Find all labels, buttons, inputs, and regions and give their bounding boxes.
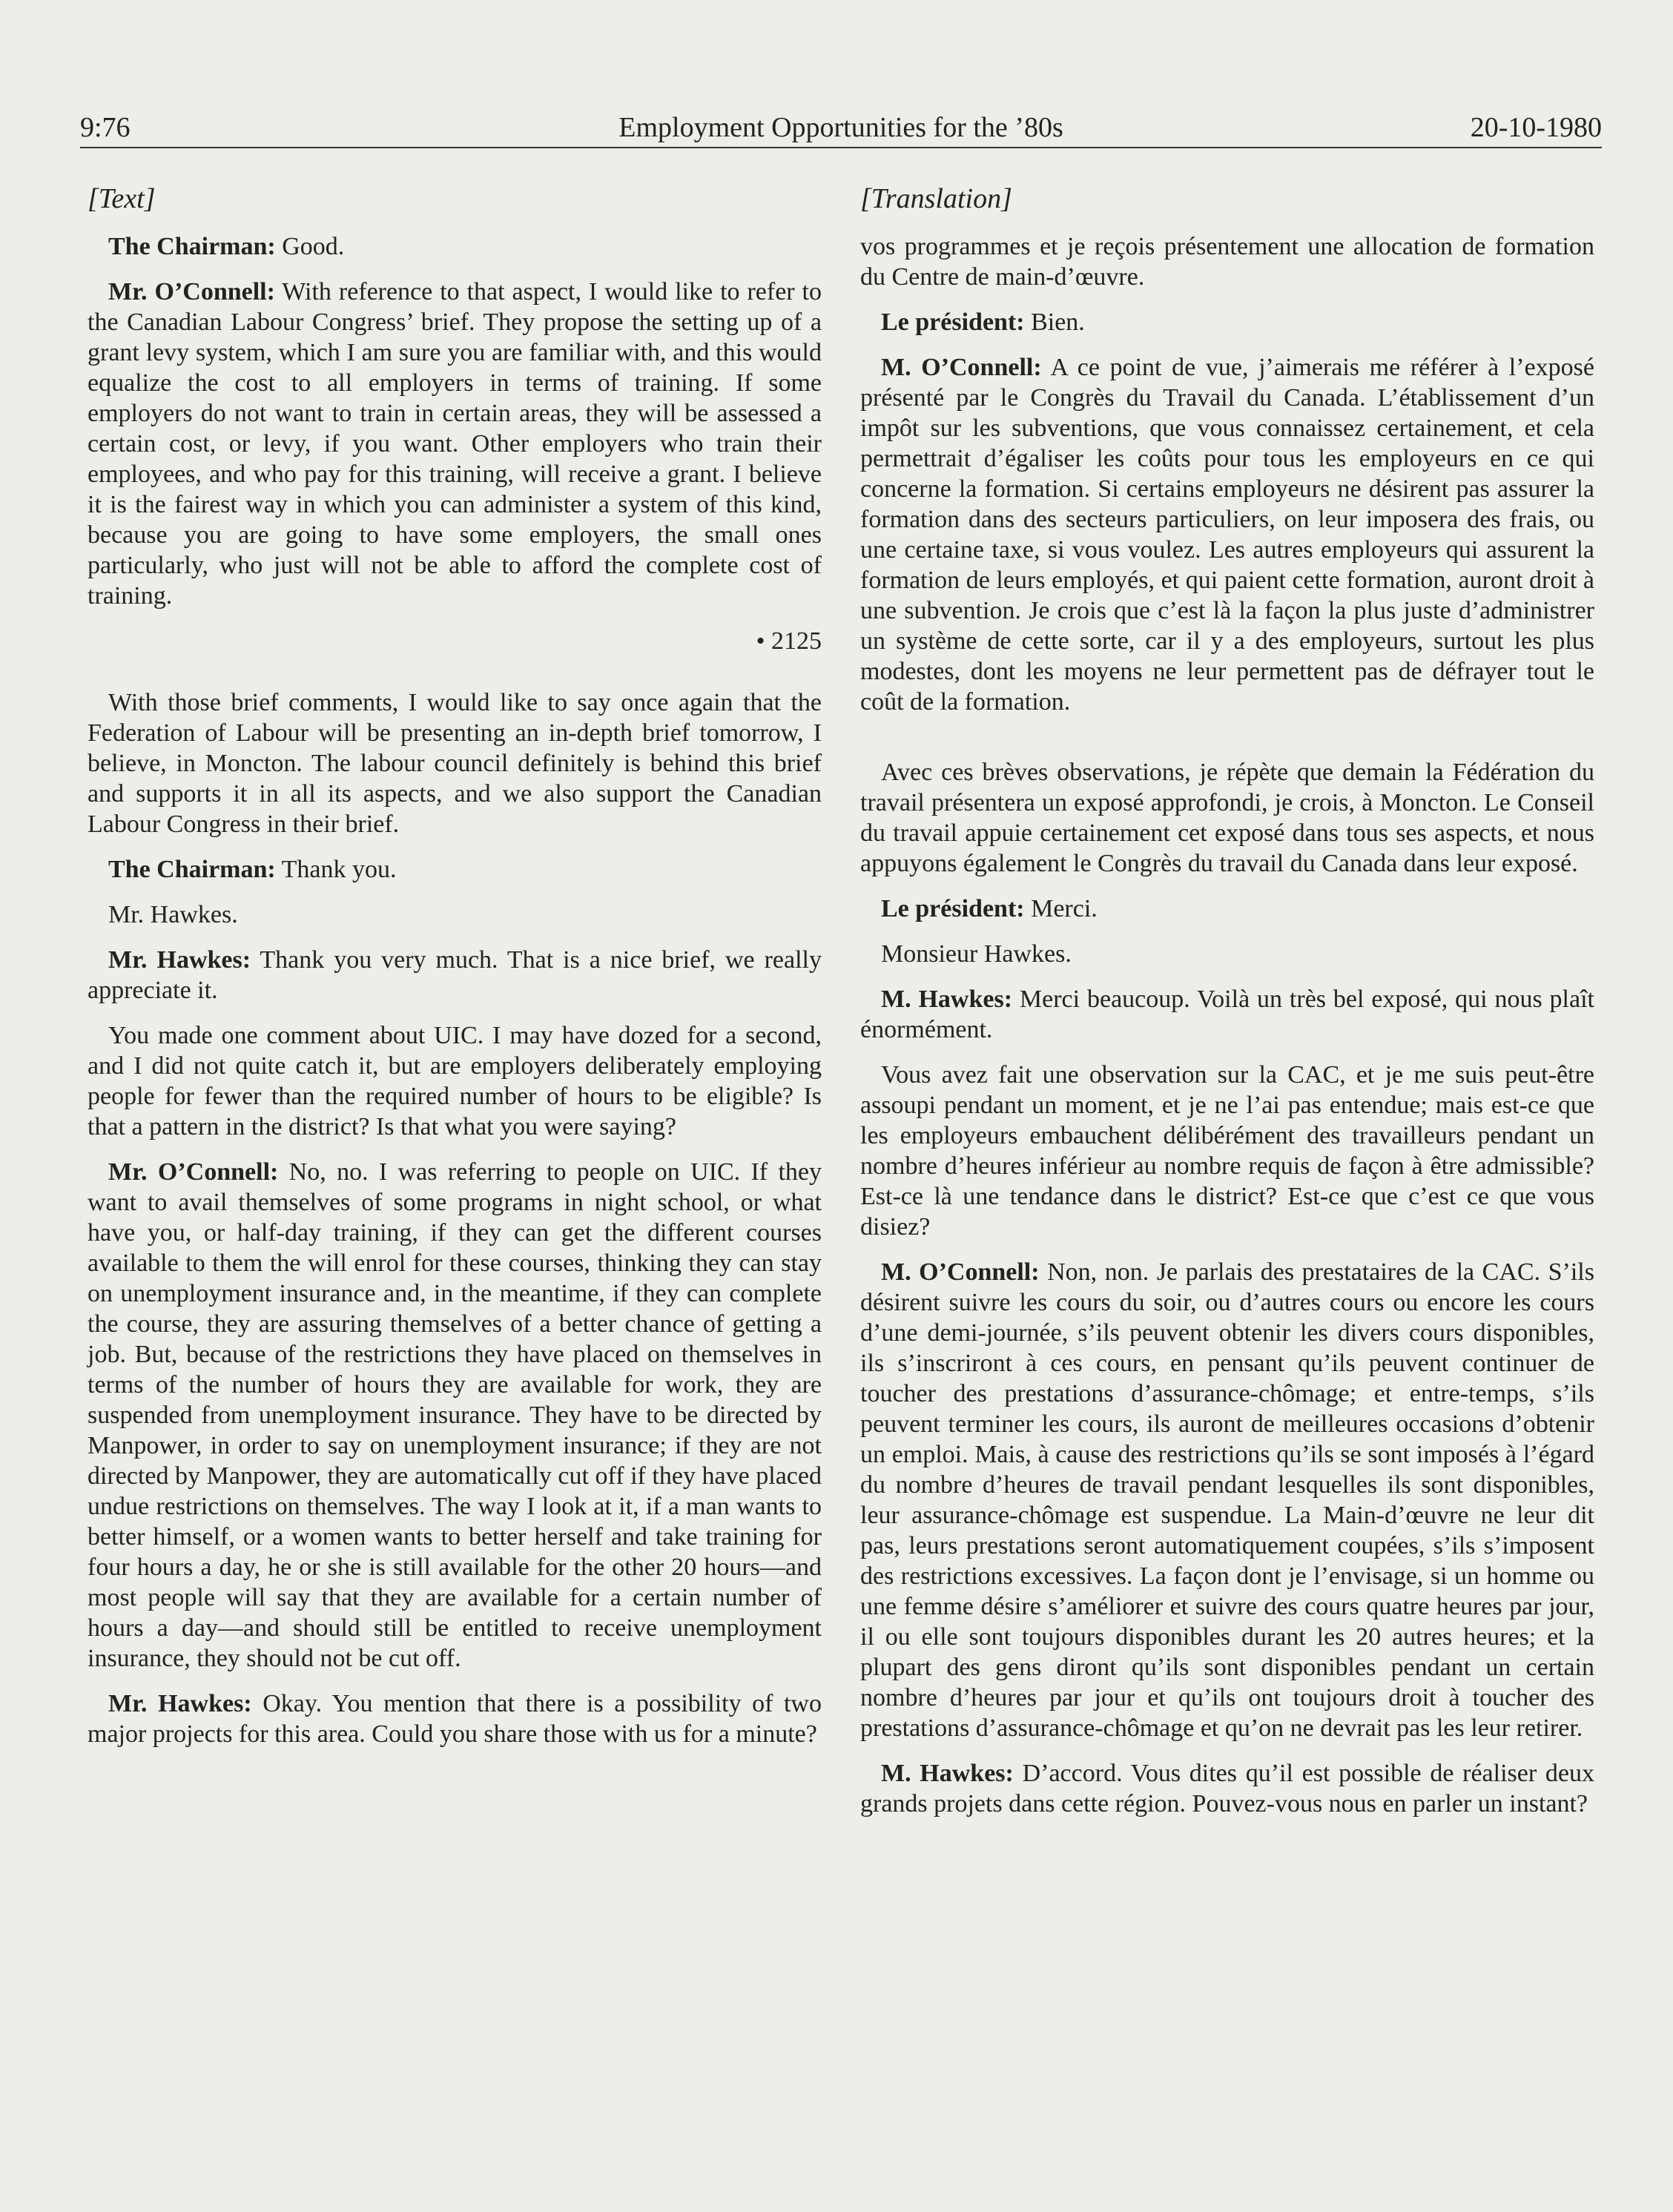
transcript-paragraph xyxy=(88,1157,822,1674)
english-paragraphs-b xyxy=(88,687,822,1749)
header-date: 20-10-1980 xyxy=(1470,112,1602,143)
speech-text: Bien. xyxy=(1024,308,1085,336)
speech-text: Vous avez fait une observation sur la CAC, et je me suis peut-être assoupi pendant un moment, et je ne l’ai pas entendue; mais est-ce que les employeurs embauchent délibérément des travailleurs pendant un nombre d’heures inférieur au nombre requis de façon à être admissible? Est-ce là une tendance dans le district? Est-ce que c’est ce que vous disiez? xyxy=(860,1061,1594,1241)
transcript-paragraph xyxy=(88,1020,822,1142)
french-paragraphs-b xyxy=(860,757,1594,1819)
column-heading-text: [Text] xyxy=(88,183,156,214)
transcript-paragraph xyxy=(860,894,1594,924)
header-rule xyxy=(80,147,1602,148)
speech-text: Merci. xyxy=(1024,895,1098,922)
speaker-name: M. Hawkes: xyxy=(881,1760,1014,1787)
speech-text: You made one comment about UIC. I may have dozed for a second, and I did not quite catch it, but are employers deliberately employing people for fewer than the required number of hours to be eligible? Is that a pattern in the district? Is that what you were saying? xyxy=(88,1022,822,1140)
transcript-paragraph xyxy=(860,352,1594,717)
speaker-name: M. Hawkes: xyxy=(881,986,1013,1013)
speech-text: Thank you. xyxy=(275,856,397,883)
speech-text: Mr. Hawkes. xyxy=(108,901,238,928)
transcript-paragraph xyxy=(860,1060,1594,1242)
speaker-name: The Chairman: xyxy=(108,856,276,883)
speaker-name: Mr. Hawkes: xyxy=(108,1690,252,1717)
speaker-name: Le président: xyxy=(881,895,1025,922)
transcript-paragraph xyxy=(860,1257,1594,1743)
transcript-paragraph xyxy=(860,307,1594,337)
page-header xyxy=(80,111,1602,144)
transcript-paragraph xyxy=(88,899,822,930)
speaker-name: The Chairman: xyxy=(108,233,276,260)
speaker-name: M. O’Connell: xyxy=(881,354,1042,381)
english-paragraphs-a xyxy=(88,231,822,611)
transcript-paragraph xyxy=(860,757,1594,879)
column-heading-translation: [Translation] xyxy=(860,183,1012,214)
speech-text: No, no. I was referring to people on UIC. If they want to avail themselves of some programs in night school, or what have you, or half-day training, if they can get the different courses available to them the will enrol for these courses, thinking they can stay on unemployment insurance and, in the meantime, if they can complete the course, they are assuring themselves of a better chance of getting a job. But, because of the restrictions they have placed on themselves in terms of the number of hours they are available for work, they are suspended from unemployment insurance. They have to be directed by Manpower, in order to say on unemployment insurance; if they are not directed by Manpower, they are automatically cut off if they have placed undue restrictions on themselves. The way I look at it, if a man wants to better himself, or a women wants to better herself and take training for four hours a day, he or she is still available for the other 20 hours—and most people will say that they are available for a certain number of hours a day—and should still be entitled to receive unemployment insurance, they should not be cut off. xyxy=(88,1158,822,1672)
transcript-paragraph xyxy=(88,1688,822,1749)
speech-text: Okay. You mention that there is a possibility of two major projects for this area. Could you share those with us for a minute? xyxy=(88,1690,822,1748)
transcript-paragraph xyxy=(88,945,822,1006)
speaker-name: M. O’Connell: xyxy=(881,1258,1040,1286)
transcript-paragraph xyxy=(88,277,822,611)
speech-text: Avec ces brèves observations, je répète que demain la Fédération du travail présentera un exposé approfondi, je crois, à Moncton. Le Conseil du travail appuie certainement cet exposé dans tous ses aspects, et nous appuyons également le Congrès du travail du Canada dans leur exposé. xyxy=(860,759,1594,877)
speech-text: Non, non. Je parlais des prestataires de la CAC. S’ils désirent suivre les cours du soir, ou d’autres cours ou encore les cours d’une demi-journée, s’ils peuvent obtenir les divers cours disponibles, ils s’inscriront à ces cours, en pensant qu’ils peuvent continuer de toucher des prestations d’assurance-chômage; et entre-temps, s’ils peuvent terminer les cours, ils auront de meilleures occasions d’obtenir un emploi. Mais, à cause des restrictions qu’ils se sont imposés à l’égard du nombre d’heures de travail pendant lesquelles ils sont disponibles, leur assurance-chômage est suspendue. La Main-d’œuvre ne leur dit pas, leurs prestations seront automatiquement coupées, s’ils s’imposent des restrictions excessives. La façon dont je l’envisage, si un homme ou une femme désire s’améliorer et suivre des cours quatre heures par jour, il ou elle sont toujours disponibles durant les 20 autres heures; et la plupart des gens diront qu’ils sont disponibles pendant un certain nombre d’heures par jour et qu’ils ont toujours droit à toucher des prestations d’assurance-chômage et qu’on ne devrait pas les leur retirer. xyxy=(860,1258,1594,1742)
running-title: Employment Opportunities for the ’80s xyxy=(618,112,1063,143)
continued-paragraph: vos programmes et je reçois présentement une allocation de formation du Centre de main-d’œuvre. xyxy=(860,233,1594,291)
speaker-name: Mr. O’Connell: xyxy=(108,278,275,306)
french-paragraphs-a xyxy=(860,307,1594,717)
speech-text: Merci beaucoup. Voilà un très bel exposé, qui nous plaît énormément. xyxy=(860,986,1594,1043)
speaker-name: Le président: xyxy=(881,308,1025,336)
transcript-paragraph xyxy=(860,939,1594,969)
speaker-name: Mr. Hawkes: xyxy=(108,946,251,974)
transcript-paragraph xyxy=(860,1758,1594,1819)
speech-text: With those brief comments, I would like to say once again that the Federation of Labour will be presenting an in-depth brief tomorrow, I believe, in Moncton. The labour council definitely is behind this brief and supports it in all its aspects, and we also support the Canadian Labour Congress in their brief. xyxy=(88,689,822,838)
transcript-paragraph xyxy=(88,854,822,885)
page-number: 9:76 xyxy=(80,112,131,143)
time-marker: • 2125 xyxy=(756,627,822,655)
speech-text: Good. xyxy=(275,233,345,260)
speech-text: Monsieur Hawkes. xyxy=(881,940,1072,968)
english-column xyxy=(88,182,822,1764)
transcript-paragraph xyxy=(88,687,822,839)
speech-text: A ce point de vue, j’aimerais me référer à l’exposé présenté par le Congrès du Travail du Canada. L’établissement d’un impôt sur les subventions, que vous connaissez certainement, et cela permettrait d’égaliser les coûts pour tous les employeurs en ce qui concerne la formation. Si certains employeurs ne désirent pas assurer la formation dans des secteurs particuliers, on leur imposera des frais, ou une certaine taxe, si vous voulez. Les autres employeurs qui assurent la formation de leurs employés, et qui paient cette formation, auront droit à une subvention. Je crois que c’est là la façon la plus juste d’administrer un système de cette sorte, car il y a des employeurs, surtout les plus modestes, dont les moyens ne leur permettent pas de défrayer tout le coût de la formation. xyxy=(860,354,1594,716)
speech-text: D’accord. Vous dites qu’il est possible de réaliser deux grands projets dans cette région. Pouvez-vous nous en parler un instant? xyxy=(860,1760,1594,1818)
transcript-paragraph xyxy=(88,231,822,262)
speech-text: With reference to that aspect, I would like to refer to the Canadian Labour Congress’ brief. They propose the setting up of a grant levy system, which I am sure you are familiar with, and this would equalize the cost to all employers in terms of training. If some employers do not want to train in certain areas, they will be assessed a certain cost, or levy, if you want. Other employers who train their employees, and who pay for this training, will receive a grant. I believe it is the fairest way in which you can administer a system of this kind, because you are going to have some employers, the small ones particularly, who just will not be able to afford the complete cost of training. xyxy=(88,278,822,610)
transcript-paragraph xyxy=(860,984,1594,1045)
french-column xyxy=(860,182,1594,1834)
speech-text: Thank you very much. That is a nice brief, we really appreciate it. xyxy=(88,946,822,1004)
speaker-name: Mr. O’Connell: xyxy=(108,1158,279,1186)
